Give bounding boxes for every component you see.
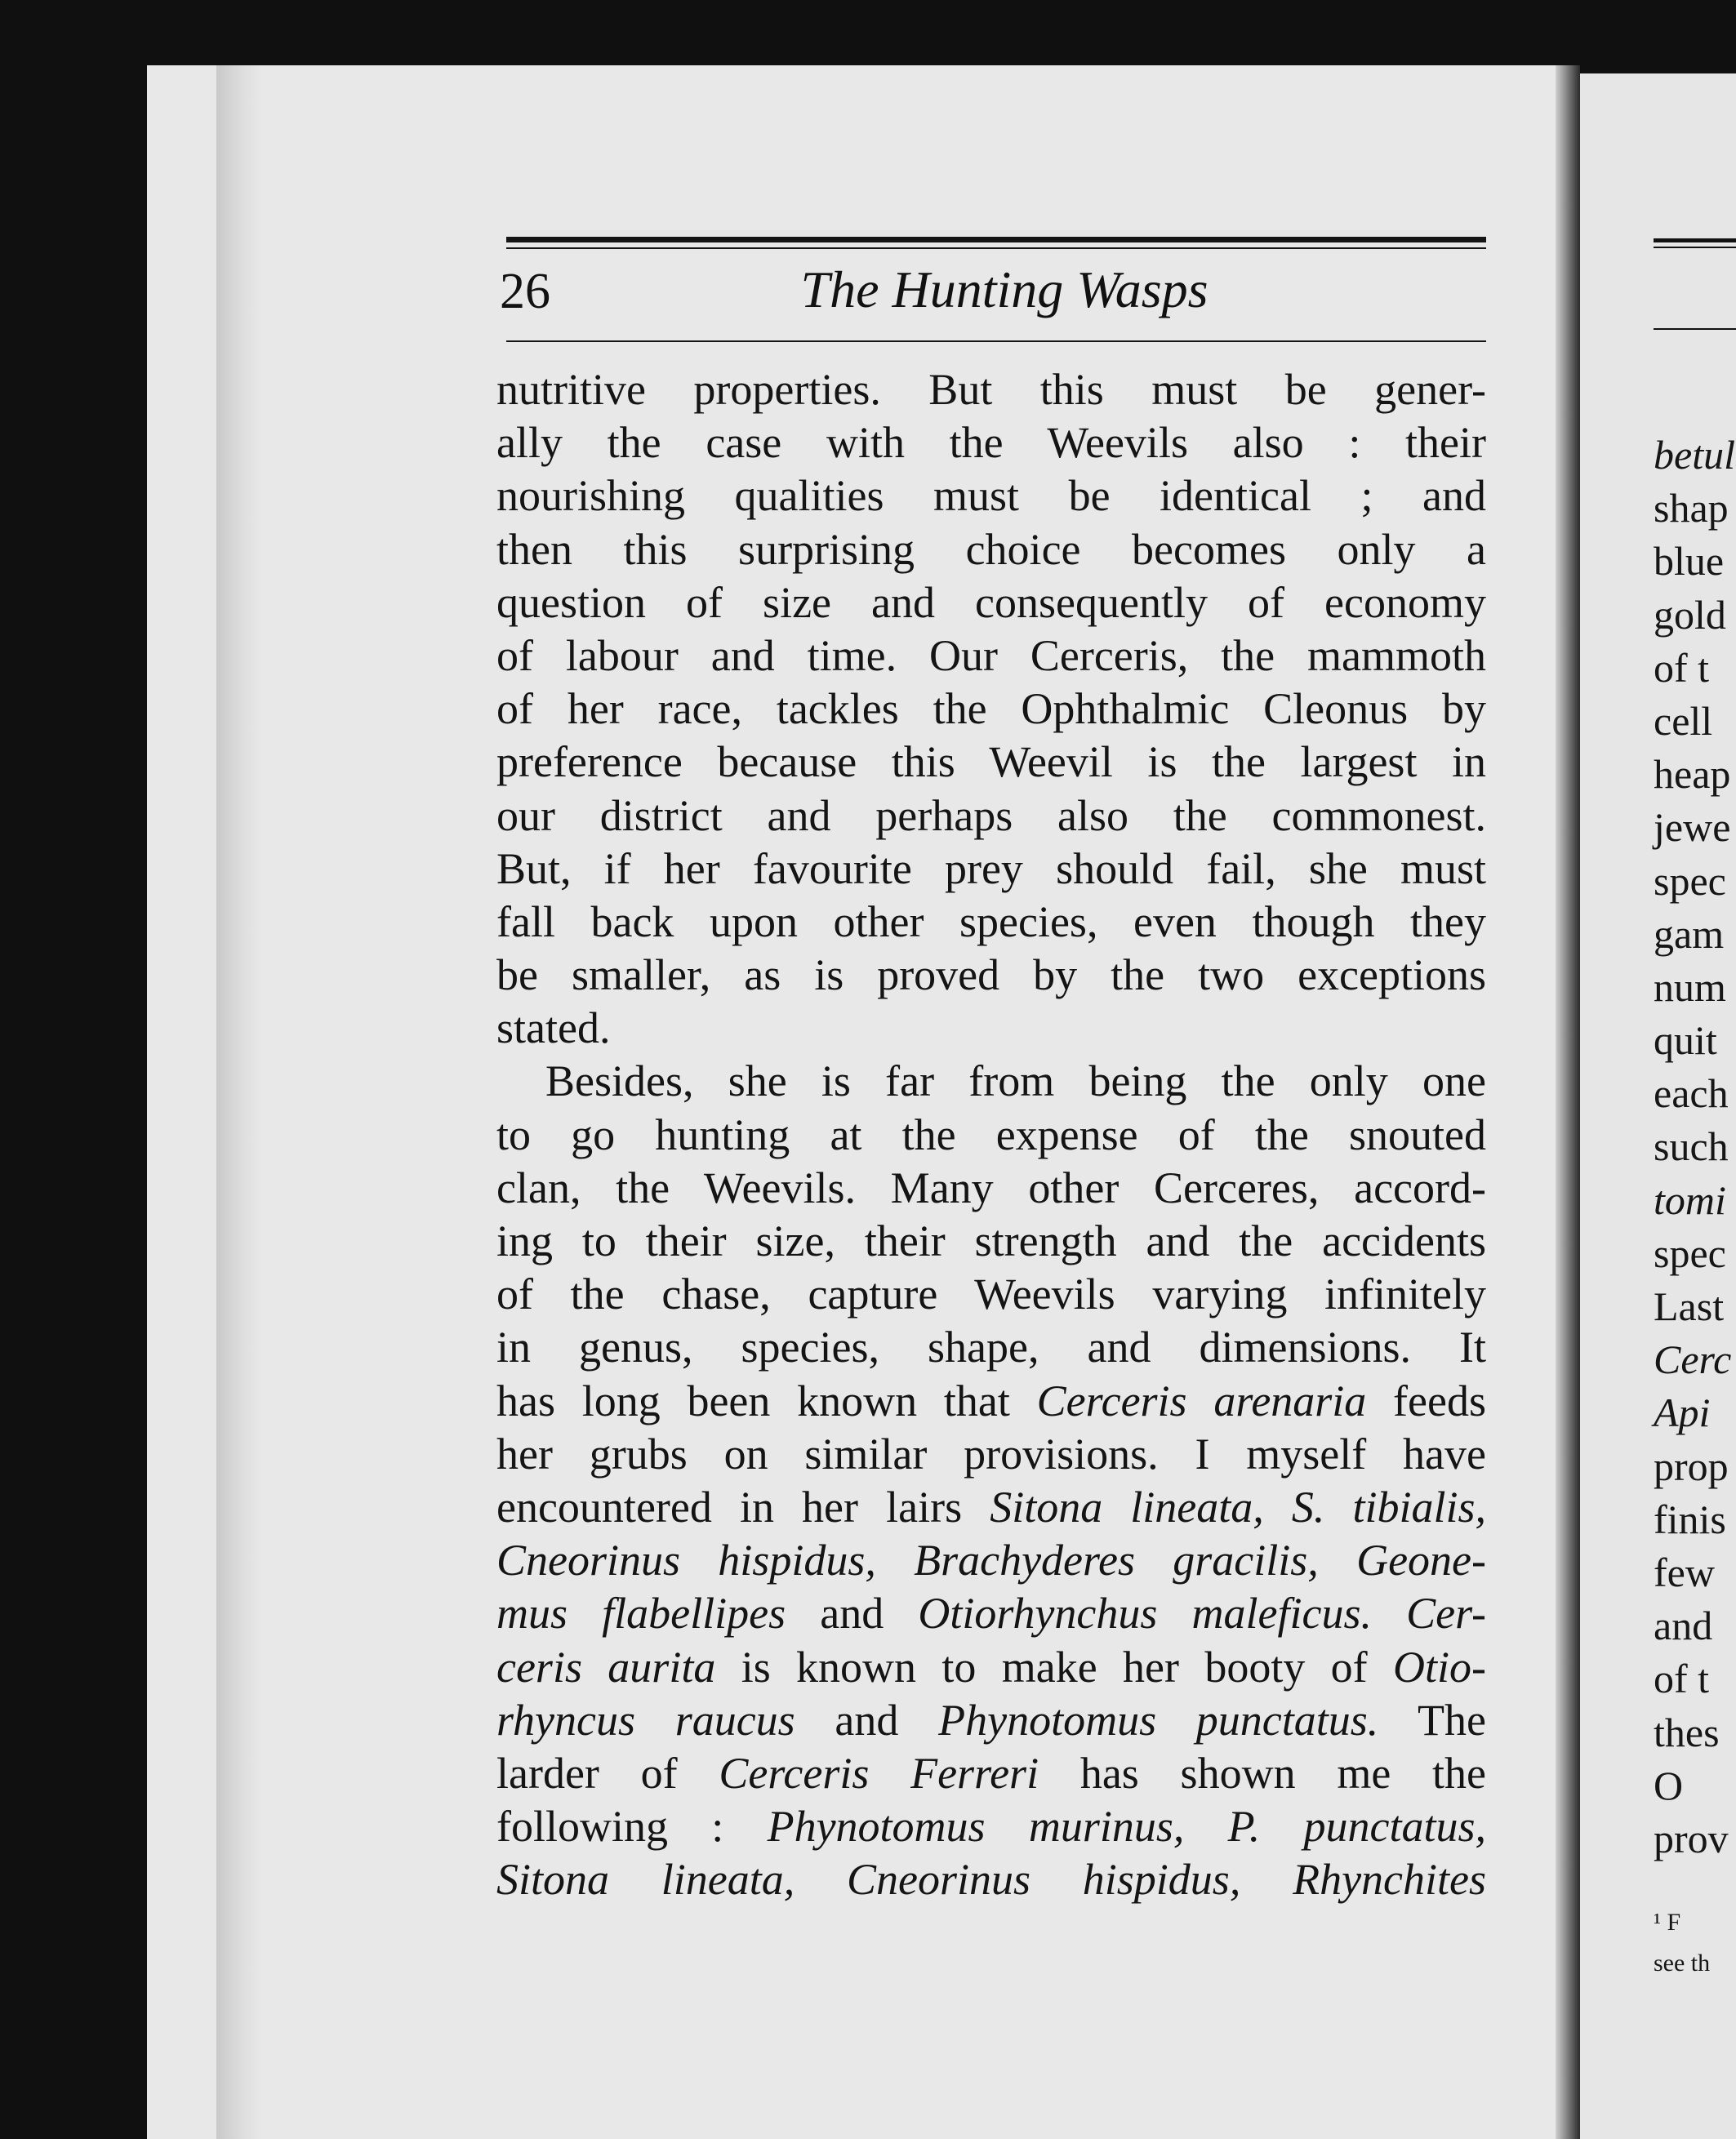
- facing-text-line: finis: [1654, 1496, 1726, 1542]
- page-spine-edge: [1556, 65, 1580, 2139]
- text-line: in genus, species, shape, and dimensions. It: [496, 1323, 1486, 1372]
- facing-text-line: shap: [1654, 485, 1729, 531]
- facing-text-line: few: [1654, 1549, 1715, 1595]
- book-page-right: [1580, 73, 1736, 2139]
- text-line: nourishing qualities must be identical ; and: [496, 471, 1486, 521]
- facing-text-line: of t: [1654, 1656, 1710, 1702]
- text-line: ceris aurita is known to make her booty of Otio-: [496, 1642, 1486, 1692]
- text-line: encountered in her lairs Sitona lineata, S. tibialis,: [496, 1482, 1486, 1532]
- text-line: question of size and consequently of economy: [496, 577, 1486, 627]
- text-line: clan, the Weevils. Many other Cerceres, accord-: [496, 1163, 1486, 1212]
- page-number: 26: [500, 264, 550, 319]
- facing-text-line: gold: [1654, 591, 1726, 638]
- page-gutter: [216, 65, 261, 2139]
- facing-text-line: prov: [1654, 1815, 1729, 1861]
- text-line: ing to their size, their strength and the accidents: [496, 1216, 1486, 1265]
- facing-text-line: quit: [1654, 1017, 1717, 1064]
- text-line: our district and perhaps also the commonest.: [496, 790, 1486, 840]
- facing-text-line: Last: [1654, 1283, 1725, 1329]
- text-line: of her race, tackles the Ophthalmic Cleonus by: [496, 684, 1486, 734]
- facing-page-footnote: [1654, 1902, 1710, 1984]
- text-line: stated.: [496, 1003, 611, 1053]
- text-line: [496, 1534, 1486, 1587]
- text-line: be smaller, as is proved by the two exceptions: [496, 950, 1486, 1000]
- species-name: mus flabellipes: [496, 1589, 786, 1639]
- header-underline: [506, 340, 1486, 342]
- facing-text-line: num: [1654, 963, 1726, 1010]
- facing-text-line: heap: [1654, 751, 1731, 798]
- text-line: of the chase, capture Weevils varying infinitely: [496, 1270, 1486, 1319]
- right-header-rule: [1654, 238, 1736, 242]
- facing-page-text: [1654, 429, 1735, 1866]
- text-line: fall back upon other species, even though they: [496, 896, 1486, 946]
- header-rule-thick: [506, 237, 1486, 242]
- species-name: Phynotomus murinus, P. punctatus,: [767, 1802, 1486, 1852]
- facing-text-line: spec: [1654, 857, 1726, 904]
- text-line: has long been known that Cerceris arenaria feeds: [496, 1376, 1486, 1425]
- facing-footnote-line: see th: [1654, 1950, 1711, 1977]
- species-name: Otiorhynchus maleficus. Cer-: [918, 1589, 1486, 1639]
- text-line: nutritive properties. But this must be gener-: [496, 365, 1486, 414]
- text-line: rhyncus raucus and Phynotomus punctatus. The: [496, 1695, 1486, 1745]
- text-line: But, if her favourite prey should fail, she must: [496, 843, 1486, 893]
- facing-text-line: betul: [1654, 432, 1735, 478]
- facing-text-line: thes: [1654, 1709, 1720, 1755]
- facing-text-line: gam: [1654, 910, 1725, 957]
- facing-text-line: each: [1654, 1070, 1729, 1117]
- text-line: larder of Cerceris Ferreri has shown me the: [496, 1748, 1486, 1798]
- facing-text-line: Api: [1654, 1390, 1711, 1436]
- text-line: ally the case with the Weevils also : their: [496, 418, 1486, 468]
- header-rule-thin: [506, 247, 1486, 249]
- species-name: Otio-: [1393, 1642, 1486, 1692]
- text-line: following : Phynotomus murinus, P. punctatus,: [496, 1802, 1486, 1852]
- facing-text-line: Cerc: [1654, 1336, 1732, 1383]
- text-line: of labour and time. Our Cerceris, the mammoth: [496, 630, 1486, 680]
- body-text: [496, 363, 1486, 1906]
- species-name: Phynotomus punctatus.: [938, 1695, 1379, 1745]
- facing-text-line: tomi: [1654, 1176, 1726, 1223]
- species-name: rhyncus raucus: [496, 1695, 795, 1745]
- facing-text-line: spec: [1654, 1230, 1726, 1276]
- species-name: Sitona lineata, S. tibialis,: [990, 1482, 1486, 1532]
- right-header-underline: [1654, 328, 1736, 330]
- text-line: preference because this Weevil is the largest in: [496, 737, 1486, 787]
- facing-text-line: prop: [1654, 1443, 1729, 1489]
- right-header-rule-thin: [1654, 247, 1736, 248]
- facing-text-line: cell: [1654, 697, 1713, 744]
- text-line: Besides, she is far from being the only one: [545, 1056, 1486, 1106]
- text-line: her grubs on similar provisions. I myself have: [496, 1429, 1486, 1479]
- species-name: Cerceris arenaria: [1036, 1376, 1367, 1425]
- facing-text-line: blue: [1654, 538, 1725, 585]
- facing-footnote-line: ¹ F: [1654, 1909, 1681, 1936]
- species-name: Sitona lineata, Cneorinus hispidus, Rhynchites: [496, 1855, 1486, 1905]
- species-name: Cerceris Ferreri: [719, 1748, 1039, 1798]
- facing-text-line: and: [1654, 1603, 1713, 1649]
- species-name: ceris aurita: [496, 1642, 716, 1692]
- running-title: The Hunting Wasps: [800, 260, 1209, 318]
- text-line: mus flabellipes and Otiorhynchus maleficus. Cer-: [496, 1589, 1486, 1639]
- facing-text-line: such: [1654, 1123, 1729, 1170]
- facing-text-line: of t: [1654, 644, 1710, 691]
- text-line: to go hunting at the expense of the snouted: [496, 1110, 1486, 1159]
- facing-text-line: jewe: [1654, 804, 1731, 851]
- text-line: then this surprising choice becomes only a: [496, 524, 1486, 574]
- facing-text-line: O: [1654, 1762, 1684, 1808]
- text-line: [496, 1853, 1486, 1906]
- species-name: Cneorinus hispidus, Brachyderes gracilis, Geone-: [496, 1536, 1486, 1585]
